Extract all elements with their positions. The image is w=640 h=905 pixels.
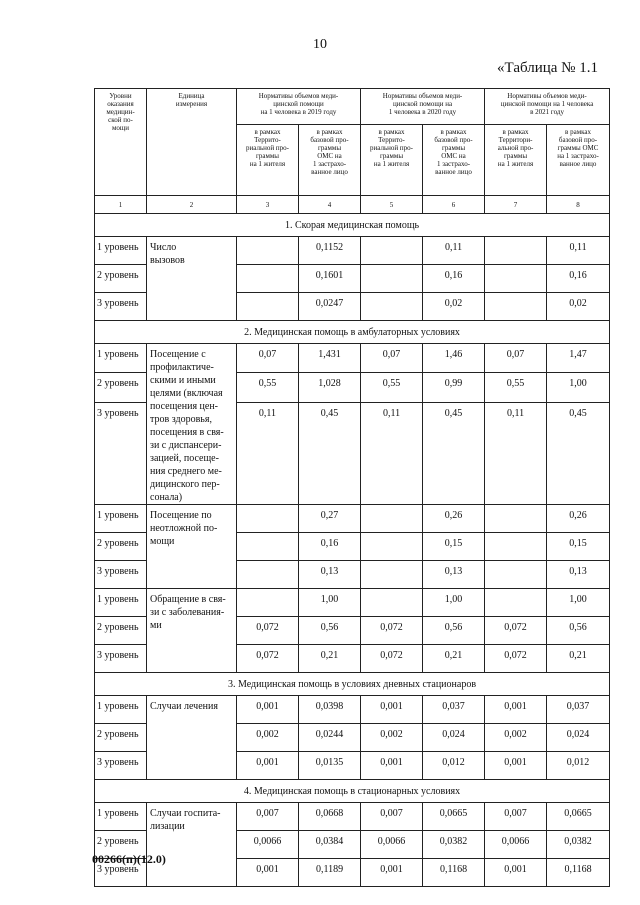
unit-line: ми: [150, 620, 162, 631]
header-2020-oms: [423, 125, 485, 196]
header-2020-territorial: [361, 125, 423, 196]
value-cell: [237, 533, 299, 561]
level-cell: 1 уровень: [95, 589, 147, 617]
unit-cell: [147, 803, 237, 887]
level-cell: 2 уровень: [95, 831, 147, 859]
column-number-row: [95, 196, 610, 214]
level-cell: 3 уровень: [95, 561, 147, 589]
value-cell: 0,072: [361, 645, 423, 673]
value-cell: 0,0384: [299, 831, 361, 859]
column-number: 2: [147, 196, 237, 214]
value-cell: 0,0066: [237, 831, 299, 859]
unit-line: Посещение с: [150, 349, 206, 360]
value-cell: 0,0066: [361, 831, 423, 859]
unit-line: лизации: [150, 821, 185, 832]
table-row: [95, 803, 610, 831]
value-cell: 0,007: [361, 803, 423, 831]
value-cell: [485, 237, 547, 265]
value-cell: [237, 589, 299, 617]
value-cell: 0,1601: [299, 265, 361, 293]
header-line: в рамках: [502, 128, 529, 136]
header-line: базовой про-: [558, 136, 598, 144]
value-cell: 0,0247: [299, 293, 361, 321]
value-cell: 0,001: [485, 696, 547, 724]
level-cell: 1 уровень: [95, 237, 147, 265]
header-line: цинской помощи: [273, 100, 324, 108]
value-cell: 0,1168: [423, 859, 485, 887]
value-cell: [361, 237, 423, 265]
value-cell: 0,002: [237, 724, 299, 752]
unit-line: Посещение по: [150, 510, 212, 521]
unit-cell: [147, 589, 237, 673]
value-cell: 0,11: [361, 402, 423, 504]
header-line: ОМС на: [317, 152, 342, 160]
value-cell: 0,037: [423, 696, 485, 724]
value-cell: 0,15: [423, 533, 485, 561]
value-cell: 0,11: [237, 402, 299, 504]
header-2021: [485, 89, 610, 125]
value-cell: [485, 561, 547, 589]
value-cell: [361, 265, 423, 293]
header-line: граммы: [442, 144, 466, 152]
header-line: ванное лицо: [559, 160, 597, 168]
value-cell: 0,26: [423, 505, 485, 533]
table-body: [95, 214, 610, 887]
value-cell: 0,27: [299, 505, 361, 533]
value-cell: 0,0665: [547, 803, 610, 831]
header-2021-territorial: [485, 125, 547, 196]
page-number: 10: [313, 37, 327, 52]
header-line: Террито-: [254, 136, 281, 144]
header-2020: [361, 89, 485, 125]
value-cell: [361, 589, 423, 617]
unit-line: зи с заболевания-: [150, 607, 225, 618]
header-line: альной про-: [497, 144, 534, 152]
header-2021-oms: [547, 125, 610, 196]
value-cell: [485, 293, 547, 321]
value-cell: 0,072: [237, 645, 299, 673]
header-2019-oms: [299, 125, 361, 196]
unit-line: дицинского пер-: [150, 479, 220, 490]
value-cell: 0,001: [237, 752, 299, 780]
value-cell: 0,21: [423, 645, 485, 673]
header-line: 1 застрахо-: [312, 160, 347, 168]
header-line: на 1 жителя: [249, 160, 286, 168]
header-line: мощи: [111, 124, 130, 132]
section-title: 4. Медицинская помощь в стационарных условиях: [95, 780, 610, 803]
header-line: на 1 человека в 2019 году: [260, 108, 337, 116]
value-cell: 0,07: [361, 344, 423, 373]
header-line: Единица: [178, 92, 205, 100]
value-cell: 0,16: [423, 265, 485, 293]
value-cell: 0,56: [299, 617, 361, 645]
unit-line: Случаи лечения: [150, 701, 218, 712]
value-cell: 0,55: [237, 373, 299, 402]
unit-line: посещения цен-: [150, 401, 219, 412]
level-cell: 2 уровень: [95, 724, 147, 752]
header-2019: [237, 89, 361, 125]
value-cell: 0,99: [423, 373, 485, 402]
header-line: в рамках: [440, 128, 467, 136]
unit-cell: [147, 696, 237, 780]
header-line: граммы: [504, 152, 528, 160]
header-line: ванное лицо: [435, 168, 472, 176]
value-cell: [485, 589, 547, 617]
header-line: измерения: [175, 100, 208, 108]
level-cell: 3 уровень: [95, 752, 147, 780]
value-cell: 0,012: [547, 752, 610, 780]
level-cell: 1 уровень: [95, 696, 147, 724]
value-cell: 0,0066: [485, 831, 547, 859]
value-cell: 0,07: [485, 344, 547, 373]
header-line: оказания: [107, 100, 134, 108]
header-level: [95, 89, 147, 196]
value-cell: 0,0665: [423, 803, 485, 831]
header-line: Территори-: [498, 136, 533, 144]
header-line: Террито-: [378, 136, 405, 144]
value-cell: 0,21: [547, 645, 610, 673]
value-cell: 0,13: [547, 561, 610, 589]
level-cell: 1 уровень: [95, 344, 147, 373]
value-cell: 0,072: [361, 617, 423, 645]
header-line: граммы ОМС: [557, 144, 599, 152]
value-cell: 0,11: [423, 237, 485, 265]
header-line: граммы: [317, 144, 342, 152]
header-line: на 1 застрахо-: [557, 152, 599, 160]
unit-line: профилактиче-: [150, 362, 214, 373]
value-cell: 0,07: [237, 344, 299, 373]
value-cell: 0,012: [423, 752, 485, 780]
value-cell: 0,002: [485, 724, 547, 752]
value-cell: [485, 505, 547, 533]
unit-line: ния среднего ме-: [150, 466, 222, 477]
table-row: [95, 589, 610, 617]
unit-line: Число: [150, 242, 177, 253]
header-line: в рамках: [565, 128, 592, 136]
value-cell: 0,001: [361, 859, 423, 887]
value-cell: [237, 293, 299, 321]
unit-line: посещения в свя-: [150, 427, 224, 438]
table-row: [95, 696, 610, 724]
level-cell: 3 уровень: [95, 293, 147, 321]
header-line: цинской помощи на 1 человека: [500, 100, 594, 108]
level-cell: 2 уровень: [95, 617, 147, 645]
level-cell: 1 уровень: [95, 803, 147, 831]
value-cell: 1,028: [299, 373, 361, 402]
header-line: ОМС на: [441, 152, 466, 160]
header-line: ванное лицо: [311, 168, 348, 176]
value-cell: 0,024: [423, 724, 485, 752]
column-number: 5: [361, 196, 423, 214]
unit-line: неотложной по-: [150, 523, 218, 534]
unit-line: вызовов: [150, 255, 185, 266]
header-line: 1 человека в 2020 году: [388, 108, 457, 116]
header-line: медицин-: [106, 108, 135, 116]
unit-cell: [147, 344, 237, 505]
table-row: [95, 505, 610, 533]
header-line: в 2021 году: [530, 108, 564, 116]
header-line: ской по-: [108, 116, 133, 124]
value-cell: 0,007: [485, 803, 547, 831]
column-number: 1: [95, 196, 147, 214]
unit-line: зацией, посеще-: [150, 453, 219, 464]
section-title: 2. Медицинская помощь в амбулаторных условиях: [95, 321, 610, 344]
header-line: 1 застрахо-: [437, 160, 471, 168]
header-line: граммы: [255, 152, 280, 160]
document-code: 00266(п)(12.0): [92, 852, 166, 866]
header-line: базовой про-: [310, 136, 349, 144]
column-number: 3: [237, 196, 299, 214]
unit-line: Случаи госпита-: [150, 808, 221, 819]
section-row: [95, 673, 610, 696]
unit-line: тров здоровья,: [150, 414, 212, 425]
value-cell: 0,16: [547, 265, 610, 293]
value-cell: 0,072: [485, 645, 547, 673]
value-cell: 0,45: [547, 402, 610, 504]
value-cell: 0,55: [361, 373, 423, 402]
header-line: Нормативы объемов меди-: [258, 92, 339, 100]
unit-cell: [147, 505, 237, 589]
header-line: Нормативы объемов меди-: [382, 92, 463, 100]
value-cell: 0,02: [547, 293, 610, 321]
column-number: 6: [423, 196, 485, 214]
header-line: риальной про-: [246, 144, 289, 152]
value-cell: 0,0135: [299, 752, 361, 780]
table-row: [95, 237, 610, 265]
value-cell: 0,002: [361, 724, 423, 752]
unit-line: мощи: [150, 536, 175, 547]
value-cell: 0,024: [547, 724, 610, 752]
value-cell: 0,13: [423, 561, 485, 589]
level-cell: 3 уровень: [95, 645, 147, 673]
value-cell: 1,46: [423, 344, 485, 373]
value-cell: 0,1152: [299, 237, 361, 265]
table-row: [95, 344, 610, 373]
unit-cell: [147, 237, 237, 321]
value-cell: 0,0382: [423, 831, 485, 859]
value-cell: 0,001: [485, 752, 547, 780]
value-cell: [237, 265, 299, 293]
value-cell: 0,45: [423, 402, 485, 504]
value-cell: 0,0382: [547, 831, 610, 859]
value-cell: 1,00: [423, 589, 485, 617]
section-title: 3. Медицинская помощь в условиях дневных стационаров: [95, 673, 610, 696]
section-row: [95, 321, 610, 344]
header-line: Уровни: [109, 92, 132, 100]
header-line: в рамках: [254, 128, 281, 136]
value-cell: 0,007: [237, 803, 299, 831]
value-cell: [361, 561, 423, 589]
level-cell: 2 уровень: [95, 373, 147, 402]
value-cell: 0,11: [547, 237, 610, 265]
value-cell: 0,001: [361, 696, 423, 724]
value-cell: 0,037: [547, 696, 610, 724]
value-cell: 0,0668: [299, 803, 361, 831]
value-cell: 0,13: [299, 561, 361, 589]
value-cell: 0,1168: [547, 859, 610, 887]
value-cell: 0,21: [299, 645, 361, 673]
unit-line: целями (включая: [150, 388, 223, 399]
column-number: 8: [547, 196, 610, 214]
value-cell: 0,56: [547, 617, 610, 645]
unit-line: скими и иными: [150, 375, 216, 386]
unit-line: Обращение в свя-: [150, 594, 226, 605]
value-cell: 0,56: [423, 617, 485, 645]
value-cell: [237, 237, 299, 265]
value-cell: 1,00: [547, 373, 610, 402]
value-cell: 0,02: [423, 293, 485, 321]
header-line: в рамках: [378, 128, 405, 136]
value-cell: 0,15: [547, 533, 610, 561]
value-cell: 0,0244: [299, 724, 361, 752]
section-row: [95, 214, 610, 237]
unit-line: зи с диспансери-: [150, 440, 222, 451]
value-cell: 0,11: [485, 402, 547, 504]
value-cell: 0,001: [237, 859, 299, 887]
level-cell: 3 уровень: [95, 859, 147, 887]
table-caption: «Таблица № 1.1: [497, 60, 598, 76]
value-cell: 0,16: [299, 533, 361, 561]
value-cell: [237, 505, 299, 533]
value-cell: [361, 293, 423, 321]
level-cell: 1 уровень: [95, 505, 147, 533]
column-number: 4: [299, 196, 361, 214]
header-line: граммы: [379, 152, 404, 160]
value-cell: 0,26: [547, 505, 610, 533]
value-cell: [361, 533, 423, 561]
section-row: [95, 780, 610, 803]
header-line: на 1 жителя: [497, 160, 534, 168]
header-line: базовой про-: [434, 136, 473, 144]
value-cell: 1,00: [547, 589, 610, 617]
value-cell: 1,431: [299, 344, 361, 373]
value-cell: 1,47: [547, 344, 610, 373]
level-cell: 2 уровень: [95, 533, 147, 561]
header-line: риальной про-: [370, 144, 413, 152]
value-cell: 1,00: [299, 589, 361, 617]
value-cell: [237, 561, 299, 589]
header-unit: [147, 89, 237, 196]
value-cell: 0,072: [485, 617, 547, 645]
value-cell: [361, 505, 423, 533]
section-title: 1. Скорая медицинская помощь: [95, 214, 610, 237]
header-line: Нормативы объемов меди-: [507, 92, 587, 100]
value-cell: 0,1189: [299, 859, 361, 887]
value-cell: 0,55: [485, 373, 547, 402]
level-cell: 2 уровень: [95, 265, 147, 293]
header-line: в рамках: [316, 128, 343, 136]
unit-line: сонала): [150, 492, 183, 503]
header-line: на 1 жителя: [373, 160, 410, 168]
value-cell: 0,072: [237, 617, 299, 645]
value-cell: 0,001: [361, 752, 423, 780]
column-number: 7: [485, 196, 547, 214]
value-cell: 0,0398: [299, 696, 361, 724]
norms-table: [94, 88, 610, 887]
header-line: цинской помощи на: [392, 100, 453, 108]
value-cell: [485, 265, 547, 293]
value-cell: 0,001: [485, 859, 547, 887]
level-cell: 3 уровень: [95, 402, 147, 504]
value-cell: 0,001: [237, 696, 299, 724]
value-cell: [485, 533, 547, 561]
header-2019-territorial: [237, 125, 299, 196]
value-cell: 0,45: [299, 402, 361, 504]
